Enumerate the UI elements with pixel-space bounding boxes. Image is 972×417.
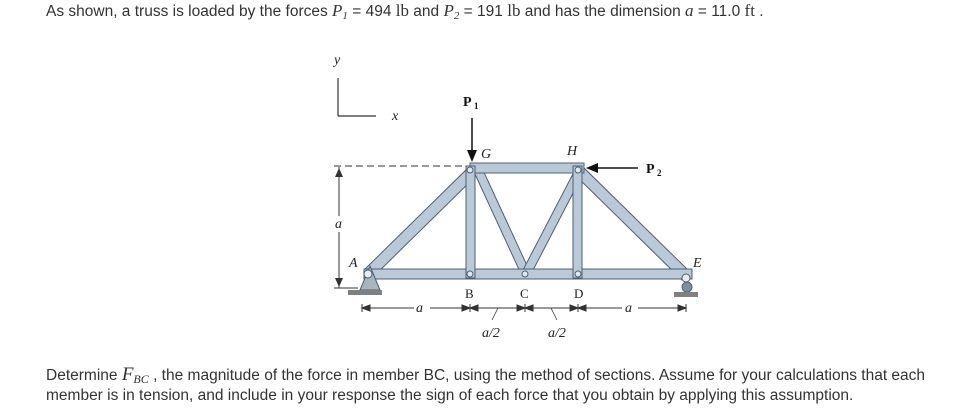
- dim-a-half-left: a/2: [482, 326, 500, 341]
- and-text: and: [409, 3, 444, 20]
- dim-a-right: a: [625, 301, 632, 316]
- question-line1-text: , the magnitude of the force in member BC, using the method of sections. Assume for your calculations that each: [148, 367, 926, 384]
- p2-subscript: 2: [453, 10, 460, 22]
- coordinate-axes: [332, 53, 399, 124]
- load-p1-label: P: [463, 95, 472, 110]
- dimension-horizontal: [362, 304, 686, 320]
- member-HE: [574, 166, 690, 280]
- p1-symbol: P: [332, 1, 343, 20]
- member-GB: [466, 166, 475, 278]
- a-symbol: a: [685, 1, 694, 20]
- node-label-E: E: [693, 256, 702, 271]
- a-value: = 11.0: [693, 3, 745, 20]
- load-p2-label: P: [646, 162, 655, 177]
- member-HD: [573, 166, 582, 278]
- p1-subscript: 1: [342, 10, 348, 22]
- node-label-D: D: [574, 286, 584, 301]
- node-label-H: H: [567, 144, 578, 159]
- dim-a-half-right: a/2: [548, 326, 566, 341]
- force-subscript: BC: [133, 372, 149, 386]
- p2-symbol: P: [443, 1, 454, 20]
- node-label-G: G: [481, 147, 492, 162]
- node-label-A: A: [349, 256, 358, 271]
- p1-unit: lb: [395, 1, 409, 20]
- a-unit: ft: [744, 1, 755, 20]
- load-P1-arrow: [463, 95, 479, 162]
- node-label-B: B: [465, 286, 474, 301]
- p1-value: = 494: [347, 3, 396, 20]
- dimension-text: and has the dimension: [520, 3, 686, 20]
- load-p1-sub: 1: [474, 101, 479, 111]
- question-intro: Determine: [46, 367, 122, 384]
- p2-value: = 191: [459, 3, 508, 20]
- end-period: .: [754, 3, 764, 20]
- axis-x-label: x: [392, 109, 399, 124]
- truss-members: [364, 163, 692, 280]
- load-P2-arrow: [586, 162, 662, 178]
- member-AG: [364, 166, 478, 278]
- question-line-2: member is in tension, and include in your response the sign of each force that you obtain by applying this assumption.: [46, 387, 854, 404]
- member-GC: [474, 168, 530, 276]
- force-symbol: F: [121, 364, 134, 385]
- intro-text: As shown, a truss is loaded by the forces: [46, 3, 333, 20]
- load-p2-sub: 2: [657, 168, 662, 178]
- dim-a-left: a: [416, 301, 423, 316]
- axis-y-label: y: [334, 53, 341, 68]
- p2-unit: lb: [507, 1, 521, 20]
- member-GH: [470, 163, 584, 173]
- dim-a-vertical: a: [335, 217, 342, 232]
- question-line-1: [46, 364, 925, 387]
- node-label-C: C: [520, 286, 529, 301]
